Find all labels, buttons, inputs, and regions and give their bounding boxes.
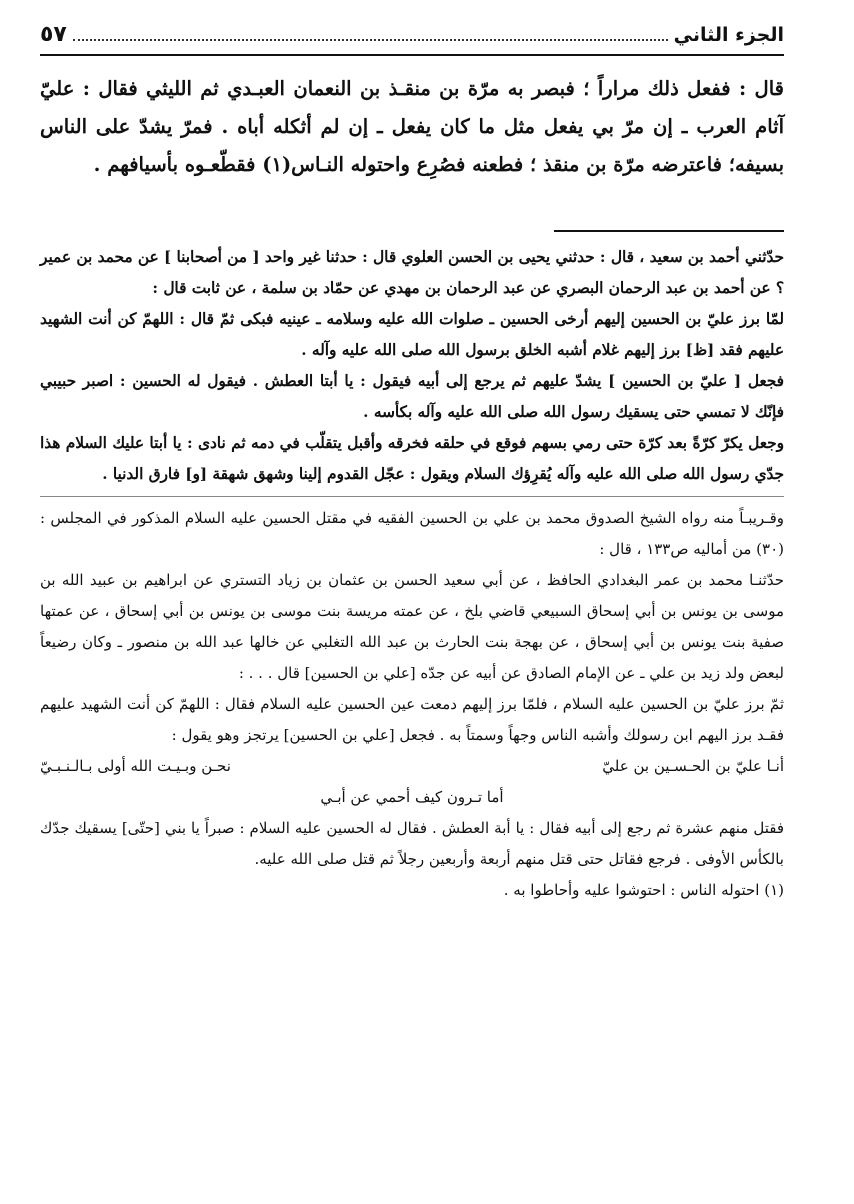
footnote-gloss: (١) احتوله الناس : احتوشوا عليه وأحاطوا به . (503, 881, 784, 899)
footnote-divider (40, 496, 784, 497)
footnote-paragraph: فقتل منهم عشرة ثم رجع إلى أبيه فقال : يا أبة العطش . فقال له الحسين عليه السلام : صبراً يا بني [حتّى] يسقيك جدّك بالكأس الأوفى . فرجع فقاتل حتى قتل منهم أربعة وأربعين رجلاً ثم قتل صلى الله عليه. (40, 819, 784, 868)
part-title: الجزء الثاني (673, 24, 784, 46)
footnote-paragraph: فجعل [ عليّ بن الحسين ] يشدّ عليهم ثم يرجع إلى أبيه فيقول : يا أبتا العطش . فيقول له الحسين : اصبر حبيبي فإنّك لا تمسي حتى يسقيك رسول الله صلى الله عليه وآله بكأسه . (40, 372, 784, 421)
footnote-paragraph: وجعل يكرّ كرّةً بعد كرّة حتى رمي بسهم فوقع في حلقه فخرقه وأقبل يتقلّب في دمه ثم نادى : يا أبتا عليك السلام هذا جدّي رسول الله صلى الله عليه وآله يُقرِؤك السلام ويقول : عجّل القدوم إلينا وشهق شهقة [و] فارق الدنيا . (40, 434, 784, 483)
footnote-paragraph: ثمّ برز عليّ بن الحسين عليه السلام ، فلمّا برز إليهم دمعت عين الحسين عليه السلام فقال : اللهمّ كن أنت الشهيد عليهم فقـد برز اليهم ابن رسولك وأشبه الناس وجهاً وسمتاً به . فجعل [علي بن الحسين] يرتجز وهو يقول : (40, 695, 784, 744)
poem-hemistich: أنـا عليّ بن الحـسـين بن عليّ (602, 757, 784, 775)
running-header (40, 22, 784, 56)
page-number: ٥٧ (40, 22, 67, 47)
page (40, 22, 784, 906)
footnotes (40, 242, 784, 906)
poem-verse-2: أما تـرون كيف أحمي عن أبـي (320, 788, 504, 806)
footnote-paragraph: لمّا برز عليّ بن الحسين إليهم أرخى الحسين ـ صلوات الله عليه وسلامه ـ عينيه فبكى ثمّ قال : اللهمّ كن أنت الشهيد عليهم فقد [ظ] برز إليهم غلام أشبه الخلق برسول الله صلى الله عليه وآله . (40, 310, 784, 359)
footnote-paragraph: حدّثنـا محمد بن عمر البغدادي الحافظ ، عن أبي سعيد الحسن بن عثمان بن زياد التستري عن ابراهيم بن عبيد الله بن موسى بن يونس بن أبي إسحاق السبيعي قاضي بلخ ، عن عمته مريسة بنت موسى بن يونس بن أبي إسحاق ، عن عمتها صفية بنت يونس بن أبي إسحاق ، عن بهجة بنت الحارث بن عبد الله التغلبي عن خالها عبد الله بن منصور ـ وكان رضيعاً لبعض ولد زيد بن علي ـ عن الإمام الصادق عن أبيه عن جدّه [علي بن الحسين] قال . . . : (40, 571, 784, 682)
footnote-paragraph: حدّثني أحمد بن سعيد ، قال : حدثني يحيى بن الحسن العلوي قال : حدثنا غير واحد [ من أصحابنا ] عن محمد بن عمير ؟ عن أحمد بن عبد الرحمان البصري عن عبد الرحمان بن مهدي عن حمّاد بن سلمة ، عن ثابت قال : (40, 248, 784, 297)
footnote-paragraph: وقـريبـاً منه رواه الشيخ الصدوق محمد بن علي بن الحسين الفقيه في مقتل الحسين عليه السلام المذكور في المجلس : (٣٠) من أماليه ص١٣٣ ، قال : (40, 509, 784, 558)
poem-hemistich: نحـن وبـيـت الله أولى بـالـنـبـيّ (40, 757, 231, 775)
main-paragraph: قال : ففعل ذلك مراراً ؛ فبصر به مرّة بن منقـذ بن النعمان العبـدي ثم الليثي فقال : عليّ آثام العرب ـ إن مرّ بي يفعل مثل ما كان يفعل ـ إن لم أثكله أباه . فمرّ يشدّ على الناس بسيفه؛ فاعترضه مرّة بن منقذ ؛ فطعنه فصُرِع واحتوله النـاس(١) فقطّعـوه بأسيافهم . (40, 77, 784, 176)
footnote-rule (554, 230, 784, 232)
main-text (40, 70, 784, 184)
poem-verse-1 (40, 751, 784, 782)
header-dot-leader (73, 39, 668, 41)
